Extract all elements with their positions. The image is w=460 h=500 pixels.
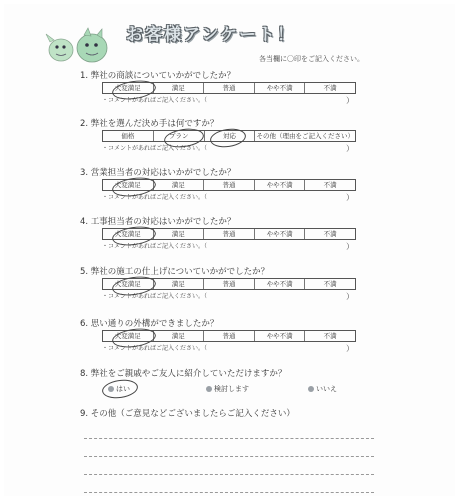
question-1 [80, 70, 380, 106]
comment-field[interactable] [102, 144, 362, 154]
comment-label: ・コメントがあればご記入ください。（ [102, 243, 208, 250]
comment-label: ・コメントがあればご記入ください。（ [102, 345, 208, 352]
question-9 [80, 408, 295, 420]
option-cell[interactable]: 価格 [103, 131, 154, 141]
options-row [102, 179, 356, 191]
options-row [102, 330, 356, 342]
comment-field[interactable] [102, 193, 362, 203]
option-cell[interactable]: 対応 [205, 131, 256, 141]
comment-close: ） [346, 242, 354, 251]
option-consider[interactable] [206, 384, 249, 394]
question-label: 9. その他（ご意見などございましたらご記入ください） [80, 409, 295, 419]
option-cell[interactable]: やや不満 [255, 83, 306, 93]
radio-dot-icon [206, 386, 212, 392]
option-label: 検討します [214, 385, 249, 393]
question-label: 2. 弊社を選んだ決め手は何ですか？ [80, 119, 219, 129]
question-label: 5. 弊社の施工の仕上げについていかがでしたか？ [80, 267, 270, 277]
question-label: 4. 工事担当者の対応はいかがでしたか？ [80, 217, 236, 227]
comment-field[interactable] [102, 344, 362, 354]
option-cell[interactable]: 満足 [154, 229, 205, 239]
option-cell[interactable]: 普通 [204, 331, 255, 341]
comment-close: ） [346, 193, 354, 202]
radio-dot-icon [308, 386, 314, 392]
option-cell[interactable]: 不満 [323, 230, 337, 238]
write-line[interactable] [84, 492, 374, 493]
question-label: 8. 弊社をご親戚やご友人に紹介していただけますか？ [80, 369, 287, 379]
option-cell[interactable]: 満足 [154, 279, 205, 289]
options-row [102, 130, 356, 142]
mascot-illustration [44, 26, 114, 68]
comment-field[interactable] [102, 242, 362, 252]
question-label: 6. 思い通りの外構ができましたか？ [80, 319, 219, 329]
instruction-text: 各当欄に〇印をご記入ください。 [259, 55, 364, 63]
comment-label: ・コメントがあればご記入ください。（ [102, 97, 208, 104]
option-cell[interactable]: 不満 [323, 332, 337, 340]
write-line[interactable] [84, 474, 374, 475]
question-5 [80, 266, 380, 302]
question-2 [80, 118, 380, 154]
comment-close: ） [346, 96, 354, 105]
option-cell[interactable]: やや不満 [255, 229, 306, 239]
write-line[interactable] [84, 438, 374, 439]
option-cell[interactable]: 満足 [154, 331, 205, 341]
radio-dot-icon [108, 386, 114, 392]
comment-label: ・コメントがあればご記入ください。（ [102, 194, 208, 201]
option-cell[interactable]: 普通 [204, 279, 255, 289]
option-cell[interactable]: 大変満足 [103, 180, 154, 190]
option-cell[interactable]: 普通 [204, 229, 255, 239]
option-cell[interactable]: 大変満足 [103, 279, 154, 289]
comment-label: ・コメントがあればご記入ください。（ [102, 293, 208, 300]
option-cell[interactable]: 大変満足 [103, 83, 154, 93]
option-cell[interactable]: 不満 [323, 84, 337, 92]
question-4 [80, 216, 380, 252]
option-cell[interactable]: プラン [154, 131, 205, 141]
options-row [102, 278, 356, 290]
question-8 [80, 368, 380, 380]
comment-field[interactable] [102, 292, 362, 302]
comment-close: ） [346, 292, 354, 301]
option-cell[interactable]: やや不満 [255, 331, 306, 341]
comment-field[interactable] [102, 96, 362, 106]
question-6 [80, 318, 380, 354]
option-no[interactable] [308, 384, 337, 394]
question-3 [80, 167, 380, 203]
option-label: はい [116, 385, 130, 393]
option-cell[interactable]: その他（理由をご記入ください） [256, 132, 354, 140]
question-label: 3. 営業担当者の対応はいかがでしたか？ [80, 168, 236, 178]
mascot-left-icon [46, 34, 73, 61]
option-cell[interactable]: 不満 [323, 181, 337, 189]
option-label: いいえ [316, 385, 337, 393]
option-cell[interactable]: やや不満 [255, 180, 306, 190]
comment-close: ） [346, 144, 354, 153]
option-cell[interactable]: 満足 [154, 83, 205, 93]
mascot-right-icon [77, 28, 107, 62]
survey-title: お客様アンケート！ [126, 25, 296, 45]
question-label: 1. 弊社の商談についていかがでしたか？ [80, 71, 236, 81]
option-cell[interactable]: 普通 [204, 180, 255, 190]
option-cell[interactable]: 満足 [154, 180, 205, 190]
question-8-options [100, 384, 350, 396]
option-cell[interactable]: 大変満足 [103, 331, 154, 341]
comment-close: ） [346, 344, 354, 353]
option-cell[interactable]: 大変満足 [103, 229, 154, 239]
comment-label: ・コメントがあればご記入ください。（ [102, 145, 208, 152]
options-row [102, 228, 356, 240]
option-yes[interactable] [108, 384, 130, 394]
options-row [102, 82, 356, 94]
option-cell[interactable]: 不満 [323, 280, 337, 288]
option-cell[interactable]: やや不満 [255, 279, 306, 289]
write-line[interactable] [84, 456, 374, 457]
option-cell[interactable]: 普通 [204, 83, 255, 93]
